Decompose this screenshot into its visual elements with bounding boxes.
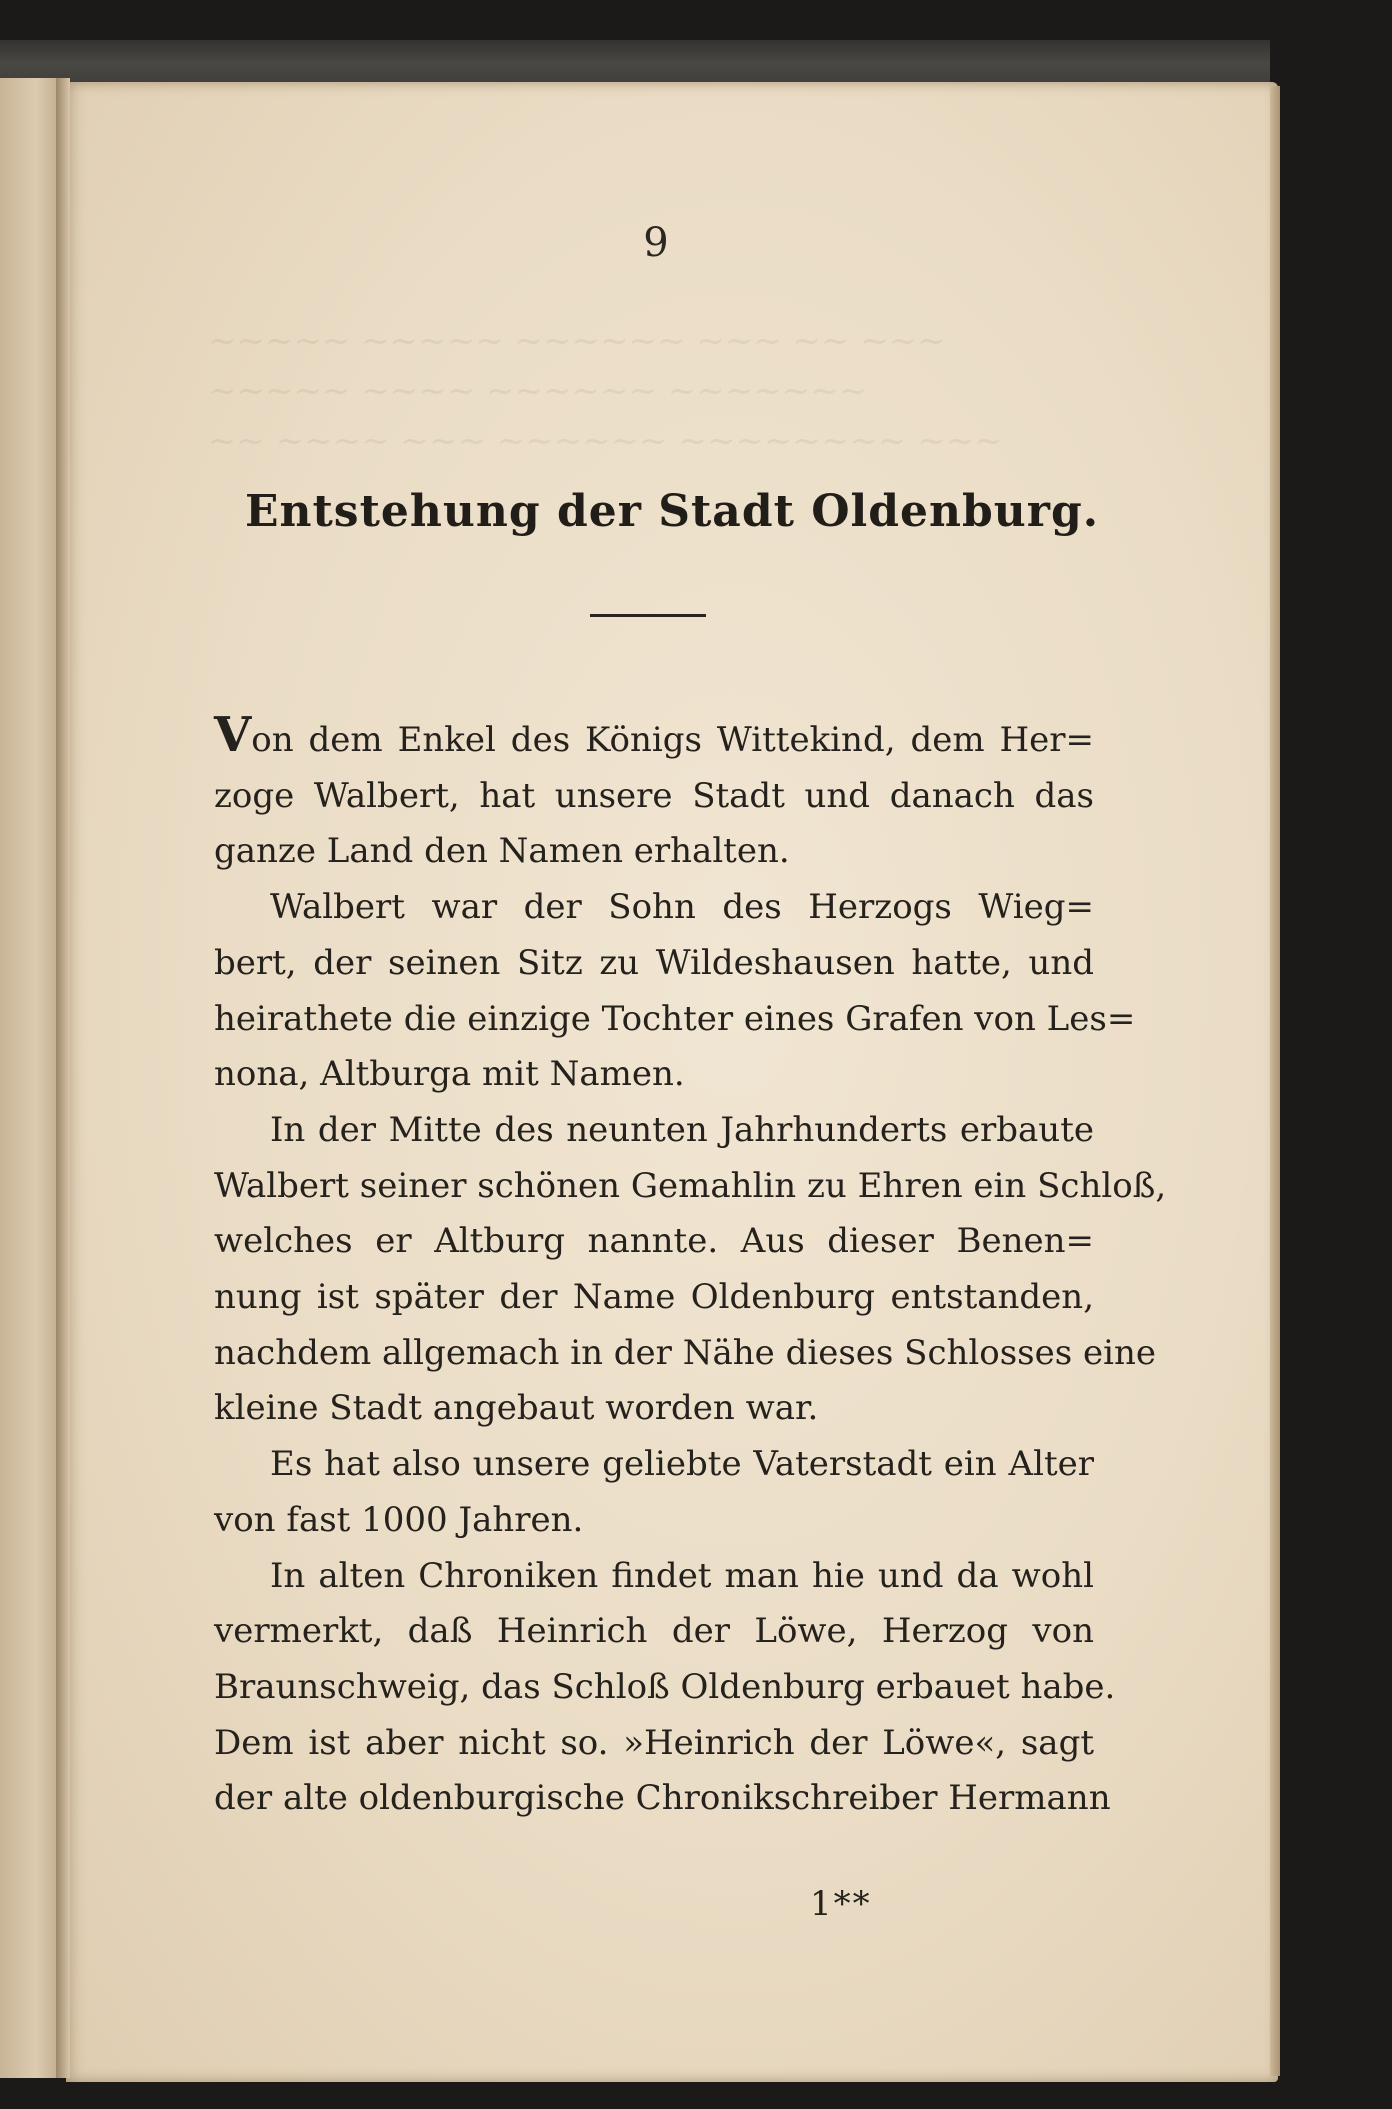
signature-mark: 1**	[810, 1884, 872, 1924]
text-line: Von dem Enkel des Königs Wittekind, dem Her=	[214, 707, 1094, 763]
text-line: der alte oldenburgische Chronikschreiber Hermann	[214, 1778, 1111, 1819]
text-line: In der Mitte des neunten Jahrhunderts erbaute	[270, 1109, 1094, 1150]
text-line: Dem ist aber nicht so. »Heinrich der Löwe«, sagt	[214, 1722, 1094, 1763]
page-gutter	[56, 78, 70, 2078]
text-line: Es hat also unsere geliebte Vaterstadt ein Alter	[270, 1444, 1094, 1485]
text-line: welches er Altburg nannte. Aus dieser Benen=	[214, 1221, 1094, 1262]
text-line: Walbert war der Sohn des Herzogs Wieg=	[270, 887, 1094, 928]
text-line: zoge Walbert, hat unsere Stadt und danach das	[214, 775, 1094, 816]
text-line: vermerkt, daß Heinrich der Löwe, Herzog von	[214, 1611, 1094, 1652]
text-line: heirathete die einzige Tochter eines Grafen von Les=	[214, 998, 1136, 1039]
text-line: nung ist später der Name Oldenburg entstanden,	[214, 1277, 1094, 1318]
text-line: nachdem allgemach in der Nähe dieses Schlosses eine	[214, 1332, 1157, 1373]
text-line: kleine Stadt angebaut worden war.	[214, 1388, 819, 1429]
text-line: von fast 1000 Jahren.	[214, 1499, 584, 1540]
text-line: bert, der seinen Sitz zu Wildeshausen hatte, und	[214, 942, 1094, 983]
page-fore-edge	[1270, 86, 1280, 2076]
chapter-title: Entstehung der Stadt Oldenburg.	[244, 486, 1100, 537]
text-line: In alten Chroniken findet man hie und da wohl	[270, 1555, 1094, 1596]
text-line: Walbert seiner schönen Gemahlin zu Ehren ein Schloß,	[214, 1165, 1167, 1206]
text-line: ganze Land den Namen erhalten.	[214, 831, 790, 872]
text-line: nona, Altburga mit Namen.	[214, 1054, 685, 1095]
text-line: Braunschweig, das Schloß Oldenburg erbauet habe.	[214, 1666, 1116, 1707]
title-divider	[590, 614, 706, 617]
page-number: 9	[643, 220, 669, 266]
body-text	[214, 707, 1167, 1827]
